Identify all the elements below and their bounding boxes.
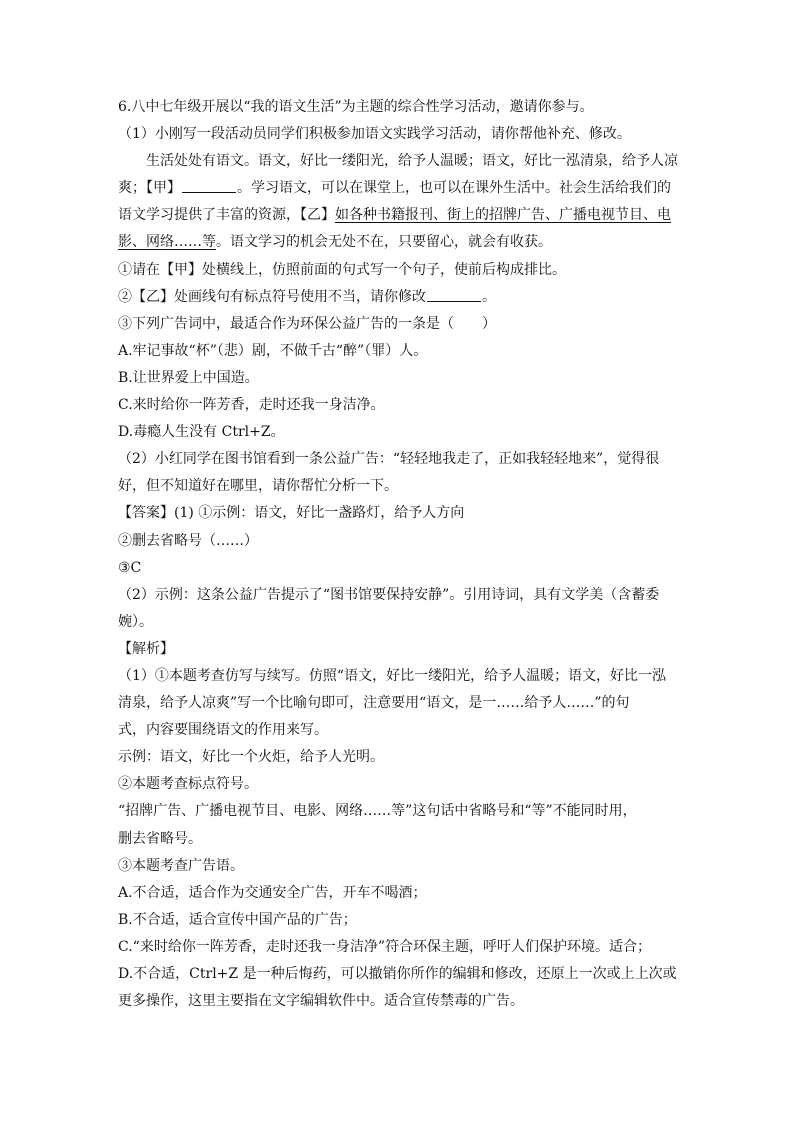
task-3: ③下列广告词中，最适合作为环保公益广告的一条是（ ） (118, 315, 496, 332)
analysis-line: 式，内容要围绕语文的作用来写。 (118, 722, 328, 739)
analysis-line: D.不合适，Ctrl+Z 是一种后悔药，可以撤销你所作的编辑和修改，还原上一次或上上次或 (118, 966, 677, 982)
part1-intro: （1）小刚写一段活动员同学们积极参加语文实践学习活动，请你帮他补充、修改。 (118, 126, 631, 143)
option-c: C.来时给你一阵芳香，走时还我一身洁净。 (118, 397, 385, 414)
underlined-sentence-part2: 影、网络……等 (118, 234, 216, 251)
part2-line-2: 好，但不知道好在哪里，请你帮忙分析一下。 (118, 478, 398, 495)
blank-jia (182, 178, 236, 193)
analysis-line: （1）①本题考查仿写与续写。仿照“语文，好比一缕阳光，给予人温暖；语文，好比一泓 (118, 667, 667, 684)
analysis-line: ②本题考查标点符号。 (118, 776, 258, 793)
analysis-line: “招牌广告、广播电视节目、电影、网络……等”这句话中省略号和“等”不能同时用， (118, 803, 637, 820)
passage-line-2-after: 。学习语文，可以在课堂上，也可以在课外生活中。社会生活给我们的 (237, 180, 671, 197)
passage-line-2-before: 爽；【甲】 (118, 180, 181, 197)
analysis-line: B.不合适，适合宣传中国产品的广告； (118, 911, 357, 928)
blank-yi (427, 287, 481, 302)
option-a: A.牢记事故“杯”（悲）剧，不做千古“醉”（罪）人。 (118, 342, 428, 359)
passage-line-4 (118, 229, 678, 256)
analysis-line: 更多操作，这里主要指在文字编辑软件中。适合宣传禁毒的广告。 (118, 993, 524, 1010)
analysis-line: A.不合适，适合作为交通安全广告，开车不喝酒； (118, 884, 427, 901)
analysis-line: C.“来时给你一阵芳香，走时还我一身洁净”符合环保主题，呼吁人们保护环境。适合； (118, 938, 651, 955)
passage-line-3-before: 语文学习提供了丰富的资源，【乙】 (118, 207, 335, 224)
passage-line-2 (118, 175, 678, 202)
answer-line-1: 【答案】(1) ①示例：语文，好比一盏路灯，给予人方向 (118, 505, 465, 522)
analysis-line: 示例：语文，好比一个火炬，给予人光明。 (118, 749, 384, 766)
document-page (118, 94, 678, 1015)
task-2-end: 。 (482, 288, 496, 305)
task-2 (118, 284, 678, 311)
answer-line-5: 婉）。 (118, 613, 153, 630)
question-stem: 6.八中七年级开展以“我的语文生活”为主题的综合性学习活动，邀请你参与。 (118, 99, 594, 115)
answer-line-2: ②删去省略号（……） (118, 532, 258, 549)
underlined-sentence-part1: 如各种书籍报刊、街上的招牌广告、广播电视节目、电 (335, 207, 671, 224)
analysis-heading: 【解析】 (118, 640, 174, 657)
passage-line-4-after: 。语文学习的机会无处不在，只要留心，就会有收获。 (216, 234, 552, 251)
passage-line-1: 生活处处有语文。语文，好比一缕阳光，给予人温暖；语文，好比一泓清泉，给予人凉 (146, 153, 678, 170)
answer-line-3: ③C (118, 559, 142, 576)
analysis-line: 清泉，给予人凉爽”写一个比喻句即可，注意要用“语文，是一……给予人……”的句 (118, 695, 630, 712)
task-1: ①请在【甲】处横线上，仿照前面的句式写一个句子，使前后构成排比。 (118, 261, 566, 278)
task-2-text: ②【乙】处画线句有标点符号使用不当，请你修改 (118, 288, 426, 305)
analysis-line: 删去省略号。 (118, 830, 202, 847)
passage-line-3 (118, 202, 678, 229)
part2-line-1: （2）小红同学在图书馆看到一条公益广告：“轻轻地我走了，正如我轻轻地来”，觉得很 (118, 451, 660, 468)
answer-line-4: （2）示例：这条公益广告提示了“图书馆要保持安静”。引用诗词，具有文学美（含蓄委 (118, 586, 660, 603)
option-b: B.让世界爱上中国造。 (118, 369, 259, 386)
analysis-line: ③本题考查广告语。 (118, 857, 244, 874)
option-d: D.毒瘾人生没有 Ctrl+Z。 (118, 424, 285, 441)
